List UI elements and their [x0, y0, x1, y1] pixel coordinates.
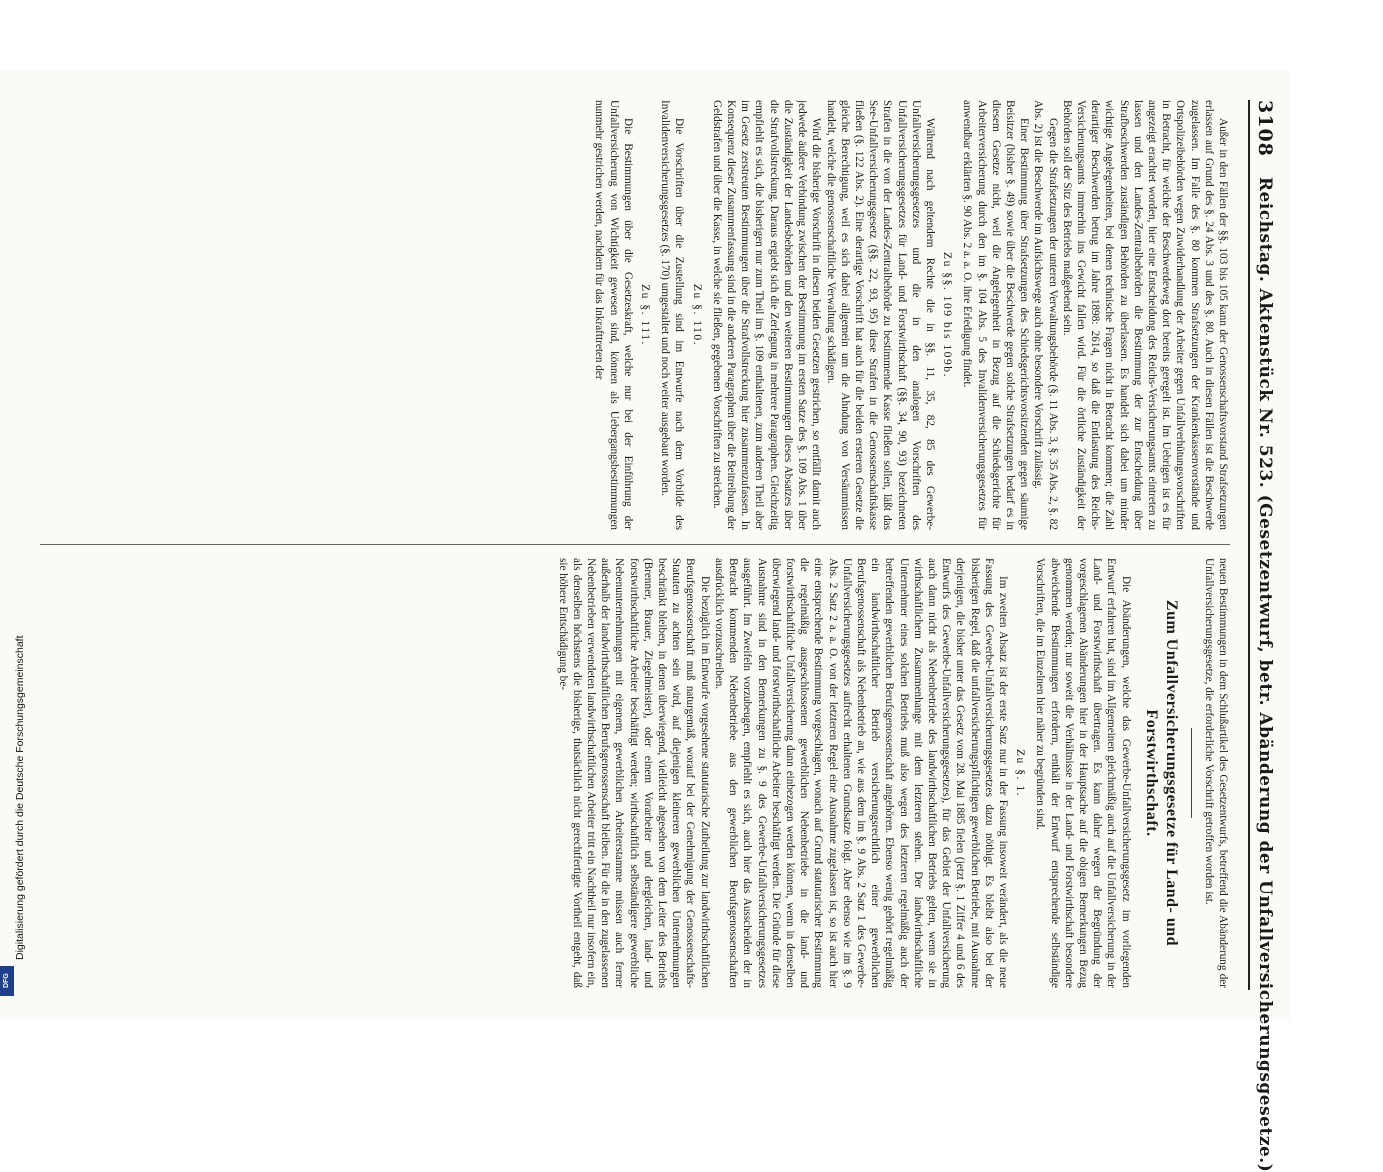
paragraph: Die bezüglich im Entwurfe vorgesehene statutarische Zutheilung zur landwirthschaftlichen Berufsgenossenschaft muß naturgemäß, worauf bei der Genehmigung der Genossenschafts-Statuten zu achten sein wird, auf diejenigen kleineren gewerblichen Unternehmungen beschränkt bleiben, in denen überwiegend, vielleicht abgesehen von dem Leiter des Betriebs (Brenner, Brauer, Ziegelmeister), oder einem Vorarbeiter und dergleichen, land- und forstwirthschaftliche Arbeiter beschäftigt werden; wirthschaftlich selbständigere gewerbliche Nebenunternehmungen mit eigenem, gewerblichen Arbeiterstamme müssen auch ferner außerhalb der landwirthschaftlichen Berufsgenossenschaft bleiben. Für die in den zugelassenen Nebenbetrieben verwendeten landwirthschaftlichen Arbeiter tritt ein Nachtheil nur insofern ein, als denselben höchstens die bisherige, thatsächlich nicht gerechtfertigte Vortheil entgeht, daß sie höhere Entschädigung be-	[556, 558, 711, 988]
scanned-page	[0, 70, 1290, 1172]
column-divider	[40, 544, 1230, 545]
paragraph: Einer Bestimmung über Strafsetzungen des Schiedsgerichtsvorsitzenden gegen säumige Beisitzer (bisher §. 49) sowie über die Beschwerde gegen solche Strafsetzungen bedarf es in diesem Gesetze nicht, weil die Angelegenheit in Bezug auf die Schiedsgerichte für Arbeiterversicherung durch den im §. 104 Abs. 5 des Invalidenversicherungsgesetzes für anwendbar erklärten §. 90 Abs. 2 a. a. O. ihre Erledigung findet.	[961, 100, 1031, 530]
section-heading: Zu §. 1.	[1014, 748, 1028, 798]
page-number: 3108	[1254, 100, 1276, 157]
paragraph: Die Bestimmungen über die Gesetzeskraft, welche nur bei der Einführung der Unfallversicherung von Wichtigkeit gewesen sind, können als Uebergangsbestimmungen nunmehr gestrichen werden, nachdem für das Inkrafttreten der	[593, 100, 634, 530]
section-heading: Zu §. 111.	[639, 284, 653, 346]
paragraph: neuen Bestimmungen in dem Schlußartikel des Gesetzentwurfs, betreffend die Abänderung der Unfallversicherungsgesetze, die erforderliche Vorschrift getroffen worden ist.	[1202, 558, 1229, 988]
digitization-credit: Digitalisierung gefördert durch die Deutsche Forschungsgemeinschaft	[14, 635, 26, 960]
section-rule	[1191, 728, 1192, 818]
section-heading: Zu §§. 109 bis 109b.	[941, 252, 955, 378]
paragraph: Wird die bisherige Vorschrift in diesen beiden Gesetzen gestrichen, so entfällt damit auch jedwede äußere Verbindung zwischen der Bestimmung im ersten Satze des §. 109 Abs. 1 über die Zuständigkeit der Landesbehörden und den weiteren Bestimmungen dieses Absatzes über die Strafvollstreckung. Daraus ergiebt sich die Zerlegung in mehrere Paragraphen. Gleichzeitig empfiehlt es sich, die bisherigen nur zum Theil im §. 109 enthaltenen, zum anderen Theil aber im Gesetz zerstreuten Bestimmungen über die Strafvollstreckung hier zusammenzufassen. In Konsequenz dieser Zusammenfassung sind in die anderen Paragraphen über die Beitreibung der Geldstrafen und über die Kasse, in welche sie fließen, gegebenen Vorschriften zu streichen.	[710, 100, 823, 530]
paragraph: Die Abänderungen, welche das Gewerbe-Unfallversicherungsgesetz im vorliegenden Entwurf erfahren hat, sind im Allgemeinen gleichmäßig auch auf die Unfallversicherung in der Land- und Forstwirthschaft übertragen. Es kann daher wegen der Begründung der vorgeschlagenen Abänderungen hier in der Hauptsache auf die obigen Bemerkungen Bezug genommen werden; nur soweit die Verhältnisse in der Land- und Forstwirthschaft besondere abweichende Bestimmungen erfordern, enthält der Entwurf entsprechende selbständige Vorschriften, die im Einzelnen hier näher zu begründen sind.	[1034, 558, 1132, 988]
dfg-logo: DFG	[0, 966, 14, 996]
left-column	[20, 100, 1230, 530]
paragraph: Im zweiten Absatz ist der erste Satz nur in der Fassung insoweit verändert, als die neue Fassung des Gewerbe-Unfallversicherungsgesetzes dazu nöthigt. Es bleibt also bei der bisherigen Regel, daß die unfallversicherungspflichtigen gewerblichen Betriebe, mit Ausnahme derjenigen, die bisher unter das Gesetz vom 28. Mai 1885 fielen (jetzt §. 1 Ziffer 4 und 6 des Entwurfs des Gewerbe-Unfallversicherungsgesetzes), für das Gebiet der Unfallversicherung auch dann nicht als Nebenbetriebe des landwirthschaftlichen Betriebs gelten, wenn sie in wirthschaftlichem Zusammenhange mit dem letzteren stehen. Der landwirthschaftliche Unternehmer eines solchen Betriebs muß also wegen des letzteren regelmäßig auch der betreffenden gewerblichen Berufsgenossenschaft angehören. Ebenso wenig gehört regelmäßig ein landwirthschaftlicher Betrieb versicherungsrechtlich einer gewerblichen Berufsgenossenschaft als Nebenbetrieb an, wie aus dem im §. 9 Abs. 2 Satz 1 des Gewerbe-Unfallversicherungsgesetzes aufrecht erhaltenen Grundsatze folgt. Aber ebenso wie im §. 9 Abs. 2 Satz 2 a. a. O. von der letzteren Regel eine Ausnahme zugelassen ist, so ist auch hier eine entsprechende Bestimmung vorgeschlagen, wonach auf Grund statutarischer Bestimmung die regelmäßig ausgeschlossenen gewerblichen Nebenbetriebe in die land- und forstwirthschaftliche Unfallversicherung dann einbezogen werden können, wenn in denselben überwiegend land- und forstwirthschaftliche Arbeiter beschäftigt werden. Die Gründe für diese Ausnahme sind in den Bemerkungen zu §. 9 des Gewerbe-Unfallversicherungsgesetzes ausgeführt. Im Zweifeln vorzubeugen, empfiehlt es sich, auch hier das Ausscheiden der in Betracht kommenden Nebenbetriebe aus den gewerblichen Berufsgenossenschaften ausdrücklich vorzuschreiben.	[712, 558, 1009, 988]
paragraph: Gegen die Strafsetzungen der unteren Verwaltungsbehörde (§. 11 Abs. 3, §. 35 Abs. 2, §. 82 Abs. 2) ist die Beschwerde im Aufsichtswege auch ohne besondere Vorschrift zulässig.	[1032, 100, 1059, 530]
paragraph: Außer in den Fällen der §§. 103 bis 105 kann der Genossenschaftsvorstand Strafsetzungen erlassen auf Grund des §. 24 Abs. 3 und des §. 80. Auch in diesen Fällen ist die Beschwerde zugelassen. Im Falle des §. 80 kommen Strafsetzungen der Krankenkassenvorstände und Ortspolizeibehörden wegen Zuwiderhandlung der Arbeiter gegen Unfallverhütungsvorschriften in Betracht, für welche der Beschwerdeweg dort bereits geregelt ist. Im Uebrigen ist es für angezeigt erachtet worden, hier eine Entscheidung des Reichs-Versicherungsamts eintreten zu lassen und den Landes-Zentralbehörden die Bestimmung der zur Entscheidung über Strafbeschwerden zuständigen Behörden zu überlassen. Es handelt sich dabei um minder wichtige Angelegenheiten, bei denen technische Fragen nicht in Betracht kommen; die Zahl derartiger Beschwerden betrug im Jahre 1898: 2614, so daß die Entlastung des Reichs-Versicherungsamts immerhin ins Gewicht fallen wird. Für die örtliche Zuständigkeit der Behörden soll der Sitz des Betriebs maßgebend sein.	[1060, 100, 1229, 530]
major-heading: Zum Unfallversicherungsgesetze für Land- und Forstwirthschaft.	[1142, 599, 1180, 947]
running-head	[1248, 100, 1280, 1172]
section-heading: Zu §. 110.	[690, 283, 704, 347]
right-column	[20, 558, 1230, 988]
paragraph: Die Vorschriften über die Zustellung sind im Entwurfe nach dem Vorbilde des Invalidenversicherungsgesetzes (§. 170) umgestaltet und noch weiter ausgebaut worden.	[659, 100, 686, 530]
paragraph: Während nach geltendem Rechte die in §§. 11, 35, 82, 85 des Gewerbe-Unfallversicherungsgesetzes und die in den analogen Vorschriften des Unfallversicherungsgesetzes für Land- und Forstwirthschaft (§§. 34, 90, 93) bezeichneten Strafen in die von der Landes-Zentralbehörde zu bestimmende Kasse fließen sollen, läßt das See-Unfallversicherungsgesetz (§§. 22, 93, 95) diese Strafen in die Genossenschaftskasse fließen (§. 122 Abs. 2). Eine derartige Vorschrift hat auch für die beiden ersteren Gesetze die gleiche Berechtigung, weil es sich dabei allgemein um die Ahndung von Versäumnissen handelt, welche die genossenschaftliche Verwaltung schädigen.	[824, 100, 936, 530]
running-title: Reichstag. Aktenstück Nr. 523. (Gesetzentwurf, betr. Abänderung der Unfallversicherungsgesetze.)	[1255, 176, 1275, 1172]
